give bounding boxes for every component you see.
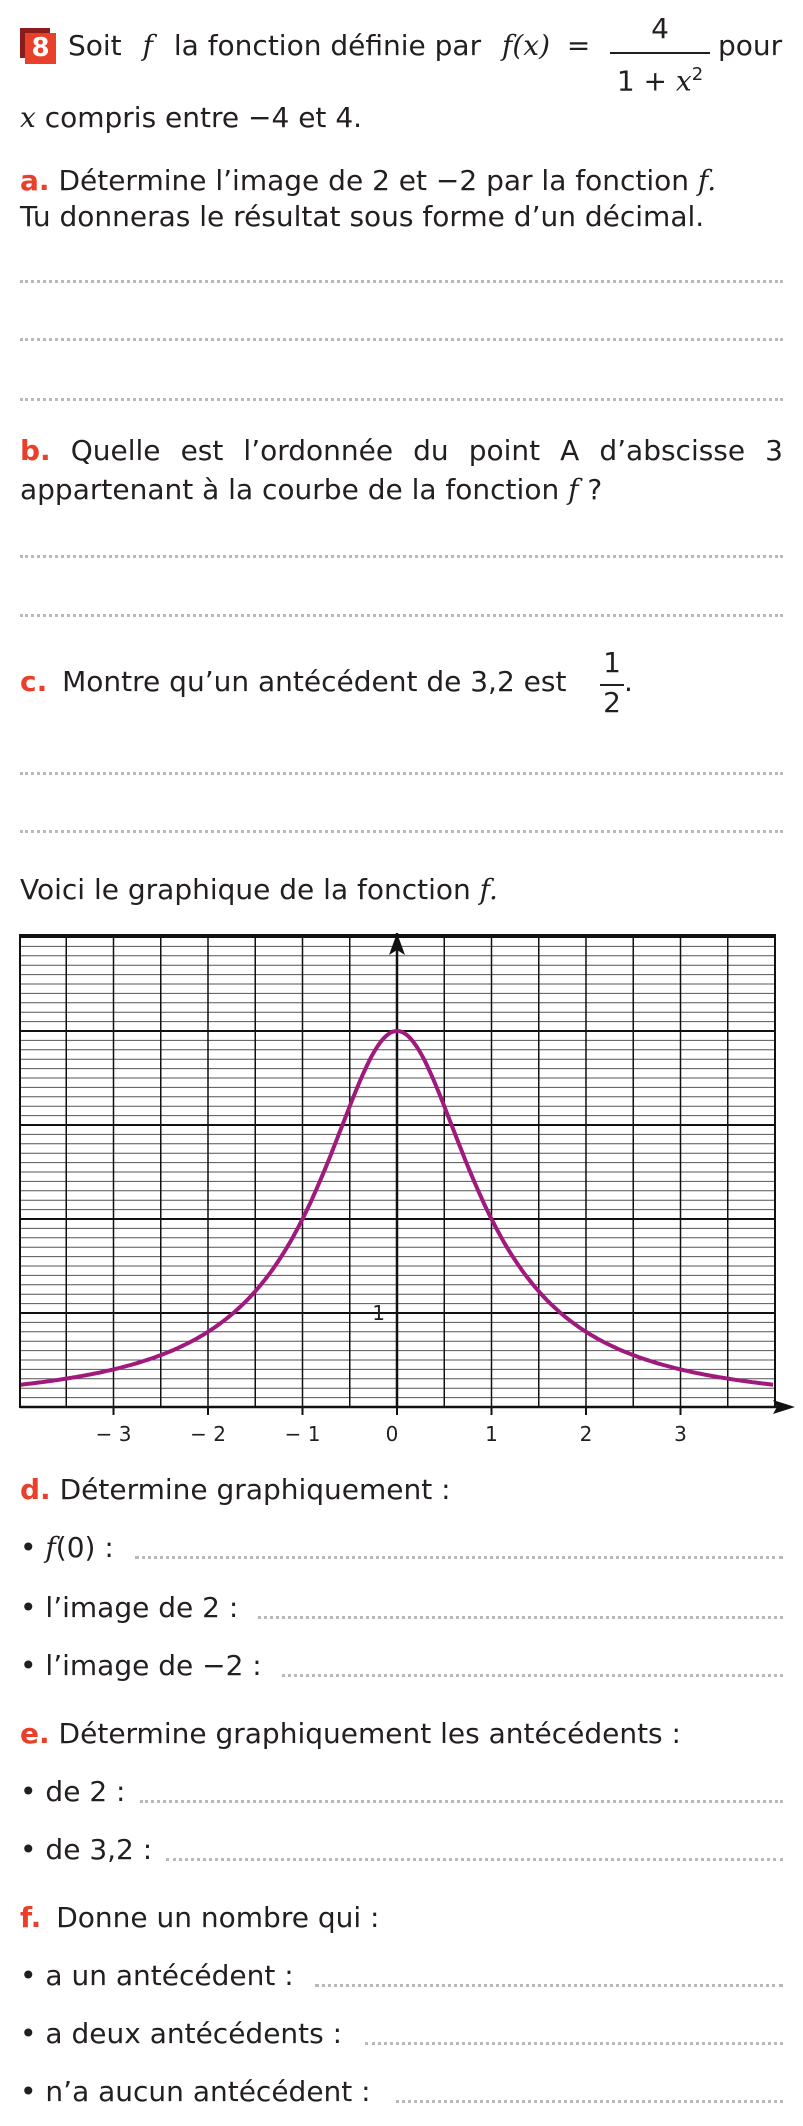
answer-line-a-3[interactable] [20,398,783,401]
question-f-item-2 [20,2016,342,2052]
question-b-line-1 [20,432,783,470]
answer-line-a-1[interactable] [20,280,783,283]
x-tick-label: − 3 [95,1422,132,1446]
graph-intro [20,872,498,908]
intro-pour: pour [718,29,783,62]
question-f-text: Donne un nombre qui : [56,1901,380,1934]
question-a-label: a. [20,164,50,197]
function-graph [0,920,803,1446]
answer-line-f-1[interactable] [315,1984,783,1987]
exercise-number: 8 [25,33,56,64]
answer-line-b-2[interactable] [20,614,783,617]
intro-line2-x: x [20,101,36,134]
intro-fx-paren: (x) [512,29,551,62]
question-c-label: c. [20,665,48,698]
x-tick-label: 0 [385,1422,399,1446]
bullet: • [20,1775,37,1808]
question-d-item-3-text: l’image de −2 : [45,1649,262,1682]
question-b-text-1: Quelle est l’ordonnée du point A d’abscisse 3 [70,434,783,467]
bullet: • [20,2017,37,2050]
question-b-f: f [568,473,579,506]
answer-line-c-1[interactable] [20,772,783,775]
formula-denominator-x: x [675,64,692,98]
exercise-number-badge [20,28,56,64]
question-a-text: Détermine l’image de 2 et −2 par la fonction [58,164,690,197]
x-tick-label: 2 [579,1422,593,1446]
question-c-frac-num: 1 [603,646,621,679]
answer-line-b-1[interactable] [20,555,783,558]
answer-line-e-1[interactable] [140,1800,783,1803]
axes [20,933,795,1415]
question-f-item-2-text: a deux antécédents : [45,2017,343,2050]
intro-line-2 [20,100,362,136]
question-d-item-1 [20,1530,114,1566]
bullet: • [20,1531,37,1564]
question-c-end: . [624,665,633,698]
question-d-item-3 [20,1648,262,1684]
question-b-end: ? [578,473,603,506]
intro-line2-rest: compris entre −4 et 4. [44,101,363,134]
answer-line-a-2[interactable] [20,338,783,341]
bullet: • [20,1959,37,1992]
question-b-line-2 [20,472,602,508]
question-f-item-3-text: n’a aucun antécédent : [45,2075,371,2108]
intro-line-1 [68,28,590,64]
intro-text-soit: Soit [68,29,122,62]
bullet: • [20,1591,37,1624]
question-d-label: d. [20,1473,51,1506]
question-e-item-1-text: de 2 : [45,1775,126,1808]
question-b-label: b. [20,434,51,467]
answer-line-e-2[interactable] [166,1858,783,1861]
intro-f: f [142,29,153,62]
question-b-text-2: appartenant à la courbe de la fonction [20,473,560,506]
answer-line-d-3[interactable] [282,1674,783,1677]
question-c-line [20,664,566,700]
question-a-line-1 [20,163,716,199]
intro-equals: = [566,29,591,62]
question-d-item-1-text: (0) : [55,1531,114,1564]
question-e-title [20,1716,681,1752]
question-f-item-1 [20,1958,294,1994]
graph-intro-f: f. [479,873,498,906]
x-tick-label: 3 [674,1422,687,1446]
question-e-item-2-text: de 3,2 : [45,1833,153,1866]
question-f-label: f. [20,1901,42,1934]
answer-line-c-2[interactable] [20,830,783,833]
formula-denominator [610,58,710,98]
bullet: • [20,2075,37,2108]
answer-line-f-2[interactable] [365,2042,783,2045]
answer-line-d-2[interactable] [258,1616,783,1619]
question-d-item-1-f: f [45,1531,56,1564]
bullet: • [20,1649,37,1682]
question-c-text: Montre qu’un antécédent de 3,2 est [62,665,567,698]
question-d-item-2 [20,1590,238,1626]
formula-numerator: 4 [651,12,669,45]
formula-denominator-a: 1 + [616,64,676,98]
answer-line-d-1[interactable] [135,1556,783,1559]
y-tick-label: 1 [372,1301,385,1325]
question-e-text: Détermine graphiquement les antécédents : [58,1717,681,1750]
intro-text-definie: la fonction définie par [173,29,482,62]
answer-line-f-3[interactable] [396,2100,783,2103]
intro-fx: f [502,29,513,62]
question-f-item-1-text: a un antécédent : [45,1959,294,1992]
question-f-item-3 [20,2074,371,2110]
bullet: • [20,1833,37,1866]
question-e-item-2 [20,1832,152,1868]
question-d-text: Détermine graphiquement : [59,1473,451,1506]
question-c-frac-den: 2 [603,686,621,719]
question-a-line-2: Tu donneras le résultat sous forme d’un décimal. [20,200,705,233]
x-tick-label: − 2 [190,1422,226,1446]
question-e-label: e. [20,1717,50,1750]
question-a-f: f. [697,164,717,197]
formula-denominator-exp: 2 [691,64,704,85]
question-d-item-2-text: l’image de 2 : [45,1591,239,1624]
x-tick-label: 1 [485,1422,498,1446]
question-f-title [20,1900,380,1936]
graph-intro-text: Voici le graphique de la fonction [20,873,471,906]
question-e-item-1 [20,1774,125,1810]
question-d-title [20,1472,451,1508]
x-tick-label: − 1 [284,1422,321,1446]
